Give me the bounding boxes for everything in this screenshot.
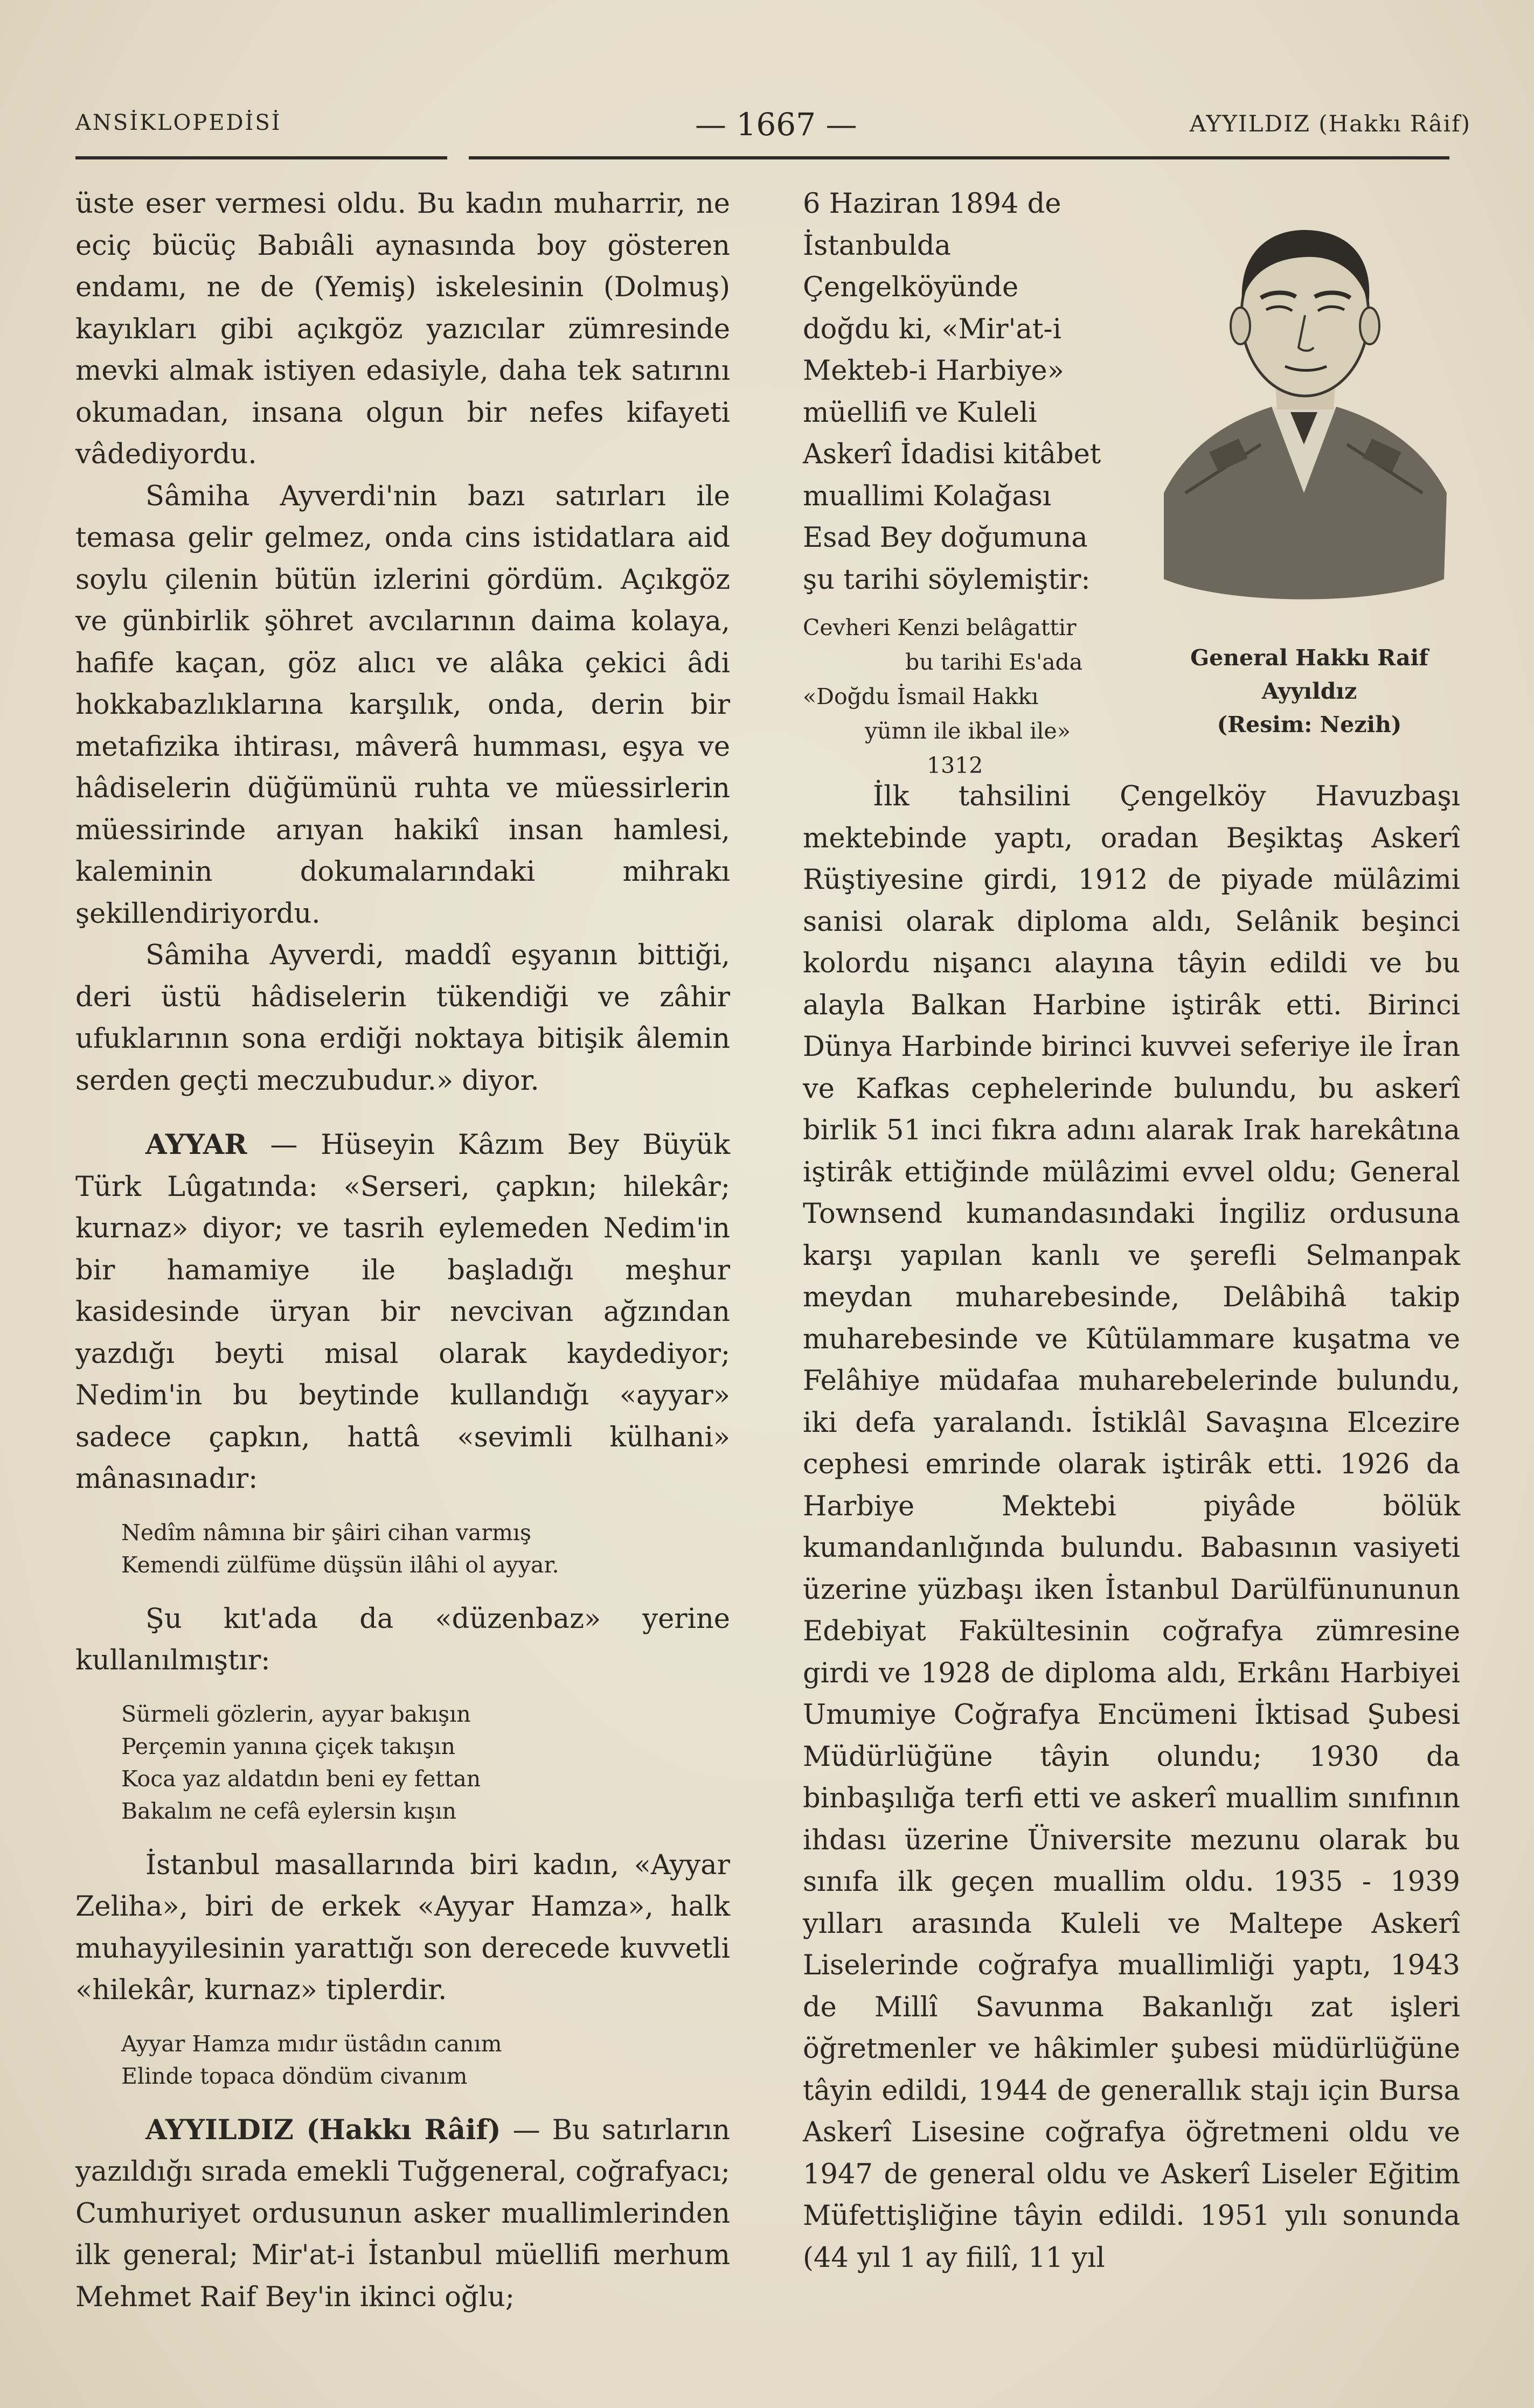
verse-line: Elinde topaca döndüm civanım [121, 2063, 468, 2089]
verse-line: 1312 [927, 753, 983, 778]
verse-line: Bakalım ne cefâ eylersin kışın [121, 1798, 457, 1824]
entry-headword: AYYILDIZ (Hakkı Râif) [145, 2113, 501, 2146]
right-column-top [803, 183, 1113, 798]
header-rule-left [75, 156, 447, 159]
verse-line: yümn ile ikbal ile» [865, 718, 1071, 744]
verse-line: Kemendi zülfüme düşsün ilâhi ol ayyar. [121, 1551, 559, 1578]
portrait-image [1153, 191, 1455, 622]
header-rule-right [469, 156, 1449, 159]
verse-line: Koca yaz aldatdın beni ey fettan [121, 1765, 481, 1792]
verse-line: Perçemin yanına çiçek takışın [121, 1733, 455, 1759]
caption-line: (Resim: Nezih) [1217, 712, 1402, 737]
header-right-title: AYYILDIZ (Hakkı Râif) [1189, 110, 1471, 137]
page-header [75, 106, 1471, 143]
spacer [75, 1102, 730, 1124]
paragraph: üste eser vermesi oldu. Bu kadın muharrir, ne eciç bücüç Babıâli aynasında boy gösteren endamı, ne de (Yemiş) iskelesinin (Dolmuş) kayıkları gibi açıkgöz yazıcılar zümresinde mevki almak istiyen edasiyle, daha tek satırını okumadan, insana olgun bir nefes kifayeti vâdediyordu. [75, 188, 730, 470]
entry-ayyar [75, 1124, 730, 1500]
caption-line: Ayyıldız [1261, 678, 1357, 704]
paragraph: Sâmiha Ayverdi, maddî eşyanın bittiği, deri üstü hâdiselerin tükendiği ve zâhir ufuklarının sona erdiği noktaya bitişik âlemin serden geçti meczubudur.» diyor. [75, 939, 730, 1097]
header-left-title: ANSİKLOPEDİSİ [75, 110, 282, 135]
verse-line: «Doğdu İsmail Hakkı [803, 684, 1039, 709]
paragraph: İlk tahsilini Çengelköy Havuzbaşı mektebinde yaptı, oradan Beşiktaş Askerî Rüştiyesine girdi, 1912 de piyade mülâzimi sanisi olarak diploma aldı, Selânik beşinci kolordu nişancı alayına tâyin edildi ve bu alayla Balkan Harbine iştirâk etti. Birinci Dünya Harbinde birinci kuvvei seferiye ile İran ve Kafkas cephelerinde bulundu, bu askerî birlik 51 inci fıkra adını alarak Irak harekâtına iştirâk ettiğinde mülâzimi evvel oldu; General Townsend kumandasındaki İngiliz ordusuna karşı yapılan kanlı ve şerefli Selmanpak meydan muharebesinde, Delâbihâ takip muharebesinde ve Kûtülammare kuşatma ve Felâhiye müdafaa muharebelerinde bulundu, iki defa yaralandı. İstiklâl Savaşına Elcezire cephesi emrinde olarak iştirâk etti. 1926 da Harbiye Mektebi piyâde bölük kumandanlığında bulundu. Babasının vasiyeti üzerine yüzbaşı iken İstanbul Darülfünununun Edebiyat Fakültesinin coğrafya zümresine girdi ve 1928 de diploma aldı, Erkânı Harbiyei Umumiye Coğrafya Encümeni İktisad Şubesi Müdürlüğüne tâyin olundu; 1930 da binbaşılığa terfi etti ve askerî muallim sınıfının ihdası üzerine Üniversite mezunu olarak bu sınıfa ilk geçen muallim oldu. 1935 - 1939 yılları arasında Kuleli ve Maltepe Askerî Liselerinde coğrafya muallimliği yaptı, 1943 de Millî Savunma Bakanlığı zat işleri öğretmenler ve hâkimler şubesi müdürlüğüne tâyin edildi, 1944 de generallık stajı için Bursa Askerî Lisesine coğrafya öğretmeni oldu ve 1947 de general oldu ve Askerî Liseler Eğitim Müfettişliğine tâyin edildi. 1951 yılı sonunda (44 yıl 1 ay fiilî, 11 yıl [803, 781, 1460, 2274]
verse-block [121, 1698, 730, 1827]
portrait-caption [1148, 641, 1471, 741]
right-column-body [803, 776, 1460, 2279]
verse-line: bu tarihi Es'ada [905, 649, 1083, 675]
paragraph: Sâmiha Ayverdi'nin bazı satırları ile temasa gelir gelmez, onda cins istidatlara aid soylu çilenin bütün izlerini gördüm. Açıkgöz ve günbirlik şöhret avcılarının daima kolaya, hafife kaçan, göz alıcı ve alâka çekici âdi hokkabazlıklarına karşılık, onda, derin bir metafizika ihtirası, mâverâ humması, eşya ve hâdiselerin düğümünü ruhta ve müessirlerin müessirinde arıyan hakikî insan hamlesi, kaleminin dokumalarındaki mihrakı şekillendiriyordu. [75, 480, 730, 930]
caption-line: General Hakkı Raif [1190, 645, 1428, 671]
verse-line: Nedîm nâmına bir şâiri cihan varmış [121, 1519, 532, 1546]
paragraph: Şu kıt'ada da «düzenbaz» yerine kullanılmıştır: [75, 1603, 730, 1676]
portrait-drawing [1153, 191, 1455, 622]
left-column [75, 183, 730, 2318]
entry-text: — Bu satırların yazıldığı sırada emekli Tuğgeneral, coğrafyacı; Cumhuriyet ordusunun asker muallimlerinden ilk general; Mir'at-i İstanbul müellifi merhum Mehmet Raif Bey'in ikinci oğlu; [75, 2114, 730, 2313]
verse-block [803, 610, 1113, 783]
entry-ayyildiz [75, 2110, 730, 2319]
verse-block [121, 2028, 730, 2092]
verse-block [121, 1516, 730, 1581]
entry-text: — Hüseyin Kâzım Bey Büyük Türk Lûgatında: «Serseri, çapkın; hilekâr; kurnaz» diyor; ve tasrih eylemeden Nedim'in bir hamamiye ile başladığı meşhur kasidesinde üryan bir nevcivan ağzından yazdığı beyti misal olarak kaydediyor; Nedim'in bu beytinde kullandığı «ayyar» sadece çapkın, hattâ «sevimli külhani» mânasınadır: [75, 1129, 730, 1495]
verse-line: Cevheri Kenzi belâgattir [803, 615, 1077, 641]
paragraph: İstanbul masallarında biri kadın, «Ayyar Zeliha», biri de erkek «Ayyar Hamza», halk muhayyilesinin yarattığı son derecede kuvvetli «hilekâr, kurnaz» tiplerdir. [75, 1849, 730, 2006]
paragraph: 6 Haziran 1894 de İstanbulda Çengelköyünde doğdu ki, «Mir'at-i Mekteb-i Harbiye» müellifi ve Kuleli Askerî İdadisi kitâbet muallimi Kolağası Esad Bey doğumuna şu tarihi söylemiştir: [803, 188, 1101, 596]
entry-headword: AYYAR [145, 1129, 247, 1161]
verse-line: Ayyar Hamza mıdır üstâdın canım [121, 2030, 502, 2057]
page-number: — 1667 — [695, 106, 857, 143]
verse-line: Sürmeli gözlerin, ayyar bakışın [121, 1701, 471, 1727]
